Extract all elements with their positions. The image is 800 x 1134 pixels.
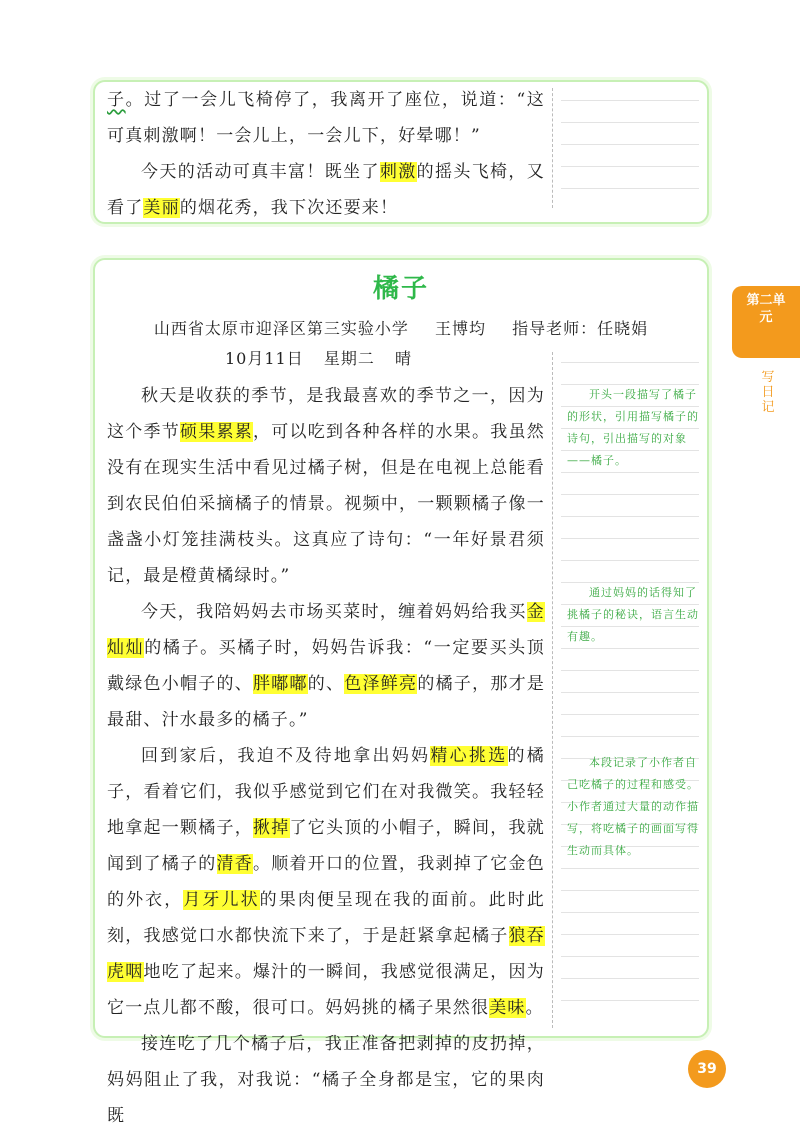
highlighted-word: 色泽鲜亮 (344, 674, 418, 694)
note-rule-line (561, 670, 699, 671)
note-rule-line (561, 188, 699, 189)
note-rule-line (561, 516, 699, 517)
note-rule-line (561, 1000, 699, 1001)
highlighted-word: 美丽 (143, 198, 180, 218)
margin-note-1: 开头一段描写了橘子的形状，引用描写橘子的诗句，引出描写的对象——橘子。 (567, 388, 699, 467)
note-rule-line (561, 934, 699, 935)
text-run: 的橘子，那才是最甜、汁水最多的橘子。” (107, 674, 546, 730)
diary-weekday: 星期二 (323, 349, 375, 368)
note-rule-line (561, 714, 699, 715)
highlighted-word: 硕果累累 (180, 422, 254, 442)
note-rule-line (561, 912, 699, 913)
highlighted-word: 金灿灿 (107, 602, 545, 658)
paragraph (107, 378, 545, 594)
text-run: ，可以吃到各种各样的水果。我虽然没有在现实生活中看见过橘子树，但是在电视上总能看到农民伯伯采摘橘子的情景。视频中，一颗颗橘子像一盏盏小灯笼挂满枝头。这真应了诗句：“一年好景君须记，最是橙黄橘绿时。” (107, 422, 545, 586)
note-rule-line (561, 978, 699, 979)
note-rule-line (561, 472, 699, 473)
unit-tab-label: 第二单元 (746, 293, 786, 325)
note-rule-line (561, 868, 699, 869)
byline-school: 山西省太原市迎泽区第三实验小学 (153, 319, 409, 338)
note-rule-line (561, 100, 699, 101)
highlighted-word: 刺激 (379, 162, 417, 182)
essay-byline (95, 316, 707, 339)
note-rule-line (561, 362, 699, 363)
text-run: 回到家后，我迫不及待地拿出妈妈 (141, 746, 431, 766)
byline-teacher: 指导老师：任晓娟 (512, 319, 649, 338)
essay-title: 橘子 (372, 274, 429, 304)
note-rule-line (561, 538, 699, 539)
text-run: 的、 (307, 674, 345, 694)
text-run: 了它头顶的小帽子，瞬间，我就闻到了橘子的 (107, 818, 545, 874)
note-rule-line (561, 692, 699, 693)
highlighted-word: 狼吞虎咽 (107, 926, 545, 982)
diary-date: 10月11日 (225, 349, 304, 368)
text-run: 接连吃了几个橘子后，我正准备把剥掉的皮扔掉，妈妈阻止了我，对我说：“橘子全身都是宝，它的果肉既 (107, 1034, 545, 1126)
unit-tab[interactable] (732, 286, 800, 358)
highlighted-word: 胖嘟嘟 (253, 674, 308, 694)
paragraph (107, 1026, 545, 1134)
margin-note-column (552, 352, 699, 1028)
paragraph (107, 594, 545, 738)
highlighted-word: 月牙儿状 (183, 890, 260, 910)
margin-note-3: 本段记录了小作者自己吃橘子的过程和感受。小作者通过大量的动作描写，将吃橘子的画面写得生动而具体。 (567, 756, 699, 857)
byline-author: 王博均 (434, 319, 486, 338)
note-rule-line (561, 956, 699, 957)
text-run: 的橘子。买橘子时，妈妈告诉我：“一定要买头顶戴绿色小帽子的、 (107, 638, 545, 694)
text-run: 今天，我陪妈妈去市场买菜时，缠着妈妈给我买 (141, 602, 527, 622)
text-run: 地吃了起来。爆汁的一瞬间，我感觉很满足，因为它一点儿都不酸，很可口。妈妈挑的橘子果然很 (107, 962, 545, 1018)
diary-weather: 晴 (394, 349, 412, 368)
text-run: 今天的活动可真丰富！既坐了 (141, 162, 380, 182)
previous-essay-body (107, 82, 545, 226)
margin-note-lines-top (552, 88, 699, 208)
wavy-underlined-text: 子 (107, 90, 126, 110)
paragraph (107, 738, 545, 1026)
text-run: 秋天是收获的季节，是我最喜欢的季节之一，因为这个季节 (107, 386, 545, 442)
note-rule-line (561, 890, 699, 891)
note-rule-line (561, 494, 699, 495)
note-rule-line (561, 166, 699, 167)
paragraph (107, 154, 545, 226)
note-rule-line (561, 560, 699, 561)
note-rule-line (561, 144, 699, 145)
highlighted-word: 揪掉 (253, 818, 290, 838)
highlighted-word: 美味 (489, 998, 526, 1018)
previous-essay-card (93, 80, 709, 224)
note-rule-line (561, 736, 699, 737)
text-run: 。 (525, 998, 544, 1018)
page-number: 39 (688, 1050, 726, 1088)
margin-note-2: 通过妈妈的话得知了挑橘子的秘诀，语言生动有趣。 (567, 586, 699, 643)
text-run: 的橘子，看着它们，我似乎感觉到它们在对我微笑。我轻轻地拿起一颗橘子， (107, 746, 545, 838)
highlighted-word: 精心挑选 (430, 746, 508, 766)
text-run: 的摇头飞椅，又看了 (107, 162, 546, 218)
text-run: 的果肉便呈现在我的面前。此时此刻，我感觉口水都快流下来了，于是赶紧拿起橘子 (107, 890, 545, 946)
essay-body (107, 378, 545, 1134)
paragraph (107, 82, 545, 154)
text-run: 。顺着开口的位置，我剥掉了它金色的外衣， (107, 854, 546, 910)
note-rule-line (561, 122, 699, 123)
text-run: 。过了一会儿飞椅停了，我离开了座位，说道：“这可真刺激啊！一会儿上，一会儿下，好晕哪！” (107, 90, 546, 146)
text-run: 的烟花秀，我下次还要来！ (179, 198, 399, 218)
diary-dateline (225, 346, 426, 369)
unit-topic-label: 写日记 (761, 370, 775, 415)
highlighted-word: 清香 (216, 854, 254, 874)
note-rule-line (561, 648, 699, 649)
